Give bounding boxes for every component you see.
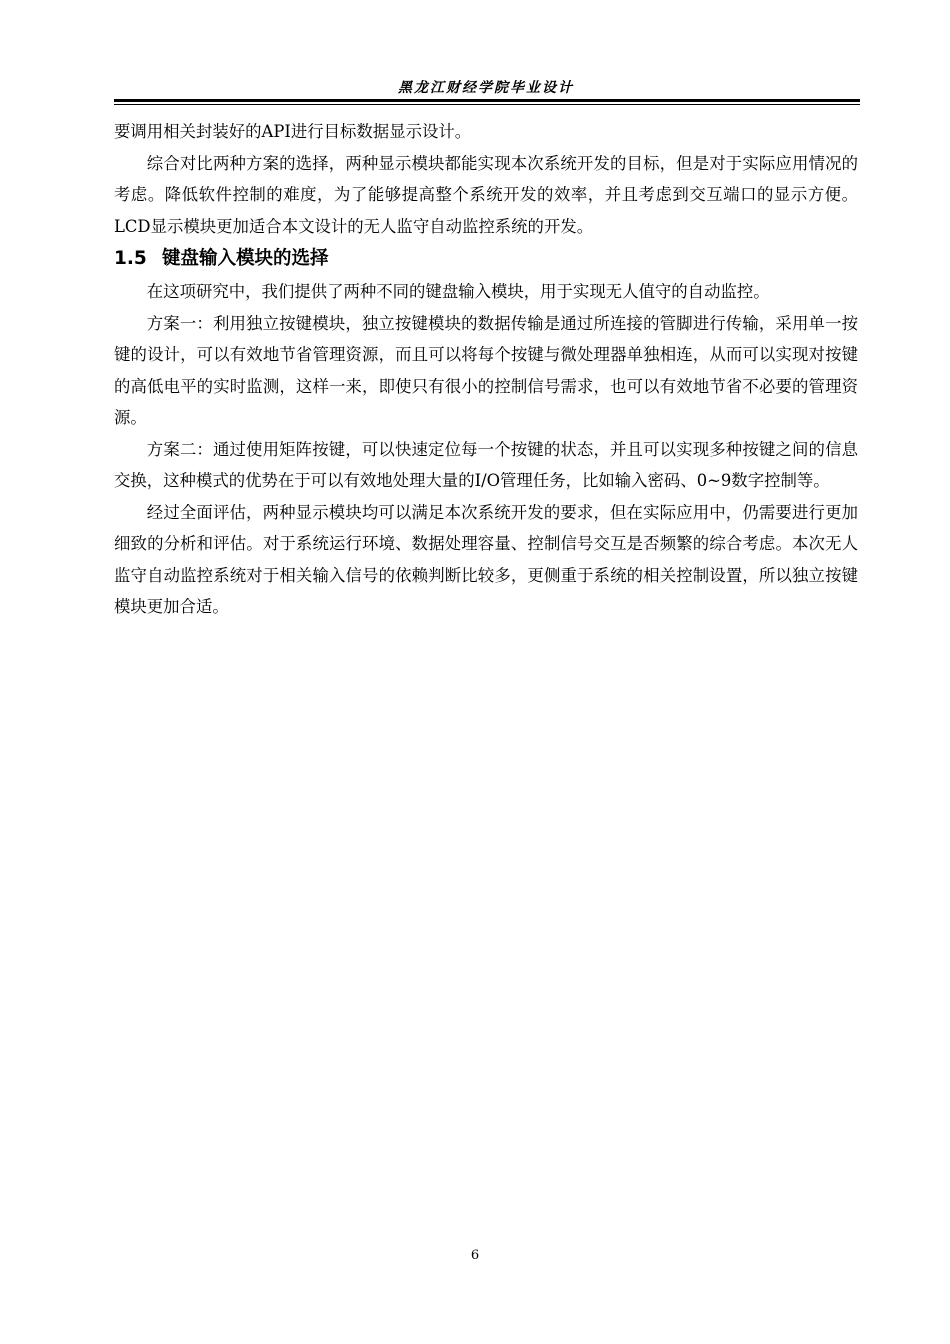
page-number: 6 <box>470 1248 480 1263</box>
header-rule-thin <box>114 104 860 105</box>
section-heading <box>114 242 858 276</box>
running-header: 黑龙江财经学院毕业设计 <box>398 80 574 96</box>
paragraph-continued: 要调用相关封装好的API进行目标数据显示设计。 <box>114 122 472 141</box>
paragraph-conclusion: 经过全面评估，两种显示模块均可以满足本次系统开发的要求，但在实际应用中，仍需要进行更加细致的分析和评估。对于系统运行环境、数据处理容量、控制信号交互是否频繁的综合考虑。本次无人监守自动监控系统对于相关输入信号的依赖判断比较多，更侧重于系统的相关控制设置，所以独立按键模块更加合适。 <box>114 502 858 616</box>
paragraph-scheme-one: 方案一：利用独立按键模块，独立按键模块的数据传输是通过所连接的管脚进行传输，采用单一按键的设计，可以有效地节省管理资源，而且可以将每个按键与微处理器单独相连，从而可以实现对按键的高低电平的实时监测，这样一来，即使只有很小的控制信号需求，也可以有效地节省不必要的管理资源。 <box>114 313 858 427</box>
body-text <box>114 116 858 623</box>
paragraph-intro: 在这项研究中，我们提供了两种不同的键盘输入模块，用于实现无人值守的自动监控。 <box>146 282 770 301</box>
paragraph-scheme-two: 方案二：通过使用矩阵按键，可以快速定位每一个按键的状态，并且可以实现多种按键之间的信息交换，这种模式的优势在于可以有效地处理大量的I/O管理任务，比如输入密码、0~9数字控制等。 <box>114 439 858 490</box>
paragraph-comparison: 综合对比两种方案的选择，两种显示模块都能实现本次系统开发的目标，但是对于实际应用情况的考虑。降低软件控制的难度，为了能够提高整个系统开发的效率，并且考虑到交互端口的显示方便。LCD显示模块更加适合本文设计的无人监守自动监控系统的开发。 <box>114 153 858 236</box>
section-number: 1.5 <box>114 248 147 269</box>
header-rule-thick <box>114 99 860 102</box>
section-title: 键盘输入模块的选择 <box>162 248 329 269</box>
